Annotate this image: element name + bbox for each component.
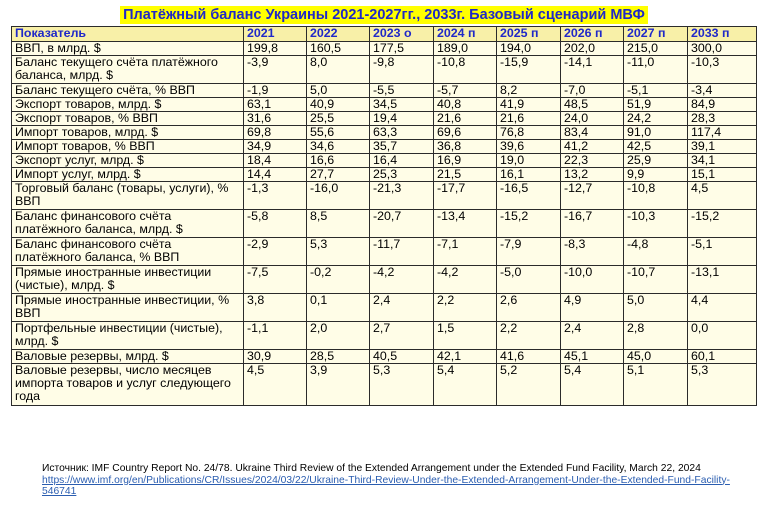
- row-label: Прямые иностранные инвестиции (чистые), млрд. $: [12, 266, 244, 294]
- table-cell: -15,2: [688, 210, 757, 238]
- table-cell: -1,1: [244, 322, 307, 350]
- table-cell: 19,0: [497, 154, 561, 168]
- table-row: [12, 140, 757, 154]
- column-header-year: 2022: [307, 27, 370, 42]
- table-cell: -13,1: [688, 266, 757, 294]
- table-cell: -10,3: [688, 56, 757, 84]
- table-cell: 76,8: [497, 126, 561, 140]
- table-cell: -10,3: [624, 210, 688, 238]
- table-cell: 36,8: [434, 140, 497, 154]
- table-cell: 5,4: [561, 364, 624, 406]
- table-cell: -15,9: [497, 56, 561, 84]
- table-cell: 45,1: [561, 350, 624, 364]
- table-cell: 1,5: [434, 322, 497, 350]
- table-cell: 189,0: [434, 42, 497, 56]
- table-cell: 69,6: [434, 126, 497, 140]
- table-cell: 48,5: [561, 98, 624, 112]
- table-cell: 21,6: [497, 112, 561, 126]
- table-row: [12, 84, 757, 98]
- row-label: Экспорт услуг, млрд. $: [12, 154, 244, 168]
- table-cell: 2,6: [497, 294, 561, 322]
- column-header-indicator: Показатель: [12, 27, 244, 42]
- row-label: ВВП, в млрд. $: [12, 42, 244, 56]
- table-cell: 300,0: [688, 42, 757, 56]
- table-cell: 2,7: [370, 322, 434, 350]
- table-cell: 25,3: [370, 168, 434, 182]
- table-cell: 25,9: [624, 154, 688, 168]
- balance-of-payments-table: [11, 26, 757, 406]
- row-label: Импорт товаров, млрд. $: [12, 126, 244, 140]
- table-cell: 14,4: [244, 168, 307, 182]
- table-row: [12, 98, 757, 112]
- table-cell: -0,2: [307, 266, 370, 294]
- table-cell: -3,4: [688, 84, 757, 98]
- table-cell: 40,8: [434, 98, 497, 112]
- table-cell: 4,9: [561, 294, 624, 322]
- table-cell: 199,8: [244, 42, 307, 56]
- table-cell: 202,0: [561, 42, 624, 56]
- table-cell: 21,5: [434, 168, 497, 182]
- table-cell: 15,1: [688, 168, 757, 182]
- table-cell: -5,5: [370, 84, 434, 98]
- table-cell: 5,0: [624, 294, 688, 322]
- table-cell: 9,9: [624, 168, 688, 182]
- table-cell: 39,6: [497, 140, 561, 154]
- table-cell: 4,5: [688, 182, 757, 210]
- table-cell: 5,3: [370, 364, 434, 406]
- table-cell: -7,5: [244, 266, 307, 294]
- table-row: [12, 364, 757, 406]
- table-cell: 2,4: [561, 322, 624, 350]
- table-row: [12, 238, 757, 266]
- table-cell: -7,0: [561, 84, 624, 98]
- column-header-year: 2033 п: [688, 27, 757, 42]
- table-body: [12, 42, 757, 406]
- row-label: Валовые резервы, число месяцев импорта товаров и услуг следующего года: [12, 364, 244, 406]
- table-cell: 16,6: [307, 154, 370, 168]
- row-label: Валовые резервы, млрд. $: [12, 350, 244, 364]
- table-cell: -12,7: [561, 182, 624, 210]
- table-cell: -10,7: [624, 266, 688, 294]
- table-cell: 41,2: [561, 140, 624, 154]
- table-cell: 4,5: [244, 364, 307, 406]
- table-cell: 5,3: [688, 364, 757, 406]
- row-label: Торговый баланс (товары, услуги), % ВВП: [12, 182, 244, 210]
- table-row: [12, 126, 757, 140]
- table-cell: 0,1: [307, 294, 370, 322]
- table-cell: 83,4: [561, 126, 624, 140]
- table-row: [12, 322, 757, 350]
- table-cell: 2,0: [307, 322, 370, 350]
- table-cell: 8,0: [307, 56, 370, 84]
- table-cell: 40,9: [307, 98, 370, 112]
- table-row: [12, 168, 757, 182]
- table-cell: -5,1: [624, 84, 688, 98]
- table-cell: -14,1: [561, 56, 624, 84]
- table-cell: 4,4: [688, 294, 757, 322]
- row-label: Баланс финансового счёта платёжного баланса, млрд. $: [12, 210, 244, 238]
- table-cell: 24,0: [561, 112, 624, 126]
- table-cell: 27,7: [307, 168, 370, 182]
- table-cell: -3,9: [244, 56, 307, 84]
- column-header-year: 2024 п: [434, 27, 497, 42]
- page-title: Платёжный баланс Украины 2021-2027гг., 2033г. Базовый сценарий МВФ: [120, 6, 648, 24]
- title-wrap: [0, 6, 768, 24]
- table-cell: 51,9: [624, 98, 688, 112]
- table-cell: 177,5: [370, 42, 434, 56]
- table-cell: 2,2: [434, 294, 497, 322]
- table-cell: 5,4: [434, 364, 497, 406]
- column-header-year: 2027 п: [624, 27, 688, 42]
- table-cell: 40,5: [370, 350, 434, 364]
- table-row: [12, 210, 757, 238]
- table-cell: 5,1: [624, 364, 688, 406]
- table-cell: -16,7: [561, 210, 624, 238]
- table-cell: 5,0: [307, 84, 370, 98]
- table-cell: -10,0: [561, 266, 624, 294]
- table-cell: 16,4: [370, 154, 434, 168]
- table-cell: 45,0: [624, 350, 688, 364]
- table-row: [12, 56, 757, 84]
- table-cell: -4,2: [370, 266, 434, 294]
- table-cell: -5,0: [497, 266, 561, 294]
- table-cell: -8,3: [561, 238, 624, 266]
- table-cell: -16,5: [497, 182, 561, 210]
- table-cell: -4,2: [434, 266, 497, 294]
- row-label: Импорт услуг, млрд. $: [12, 168, 244, 182]
- table-cell: 84,9: [688, 98, 757, 112]
- table-cell: -20,7: [370, 210, 434, 238]
- table-cell: -10,8: [624, 182, 688, 210]
- table-row: [12, 112, 757, 126]
- table-row: [12, 182, 757, 210]
- table-cell: -10,8: [434, 56, 497, 84]
- table-cell: 21,6: [434, 112, 497, 126]
- row-label: Экспорт товаров, % ВВП: [12, 112, 244, 126]
- table-cell: 215,0: [624, 42, 688, 56]
- table-cell: -17,7: [434, 182, 497, 210]
- table-cell: 91,0: [624, 126, 688, 140]
- table-cell: 31,6: [244, 112, 307, 126]
- table-cell: 2,4: [370, 294, 434, 322]
- table-cell: 30,9: [244, 350, 307, 364]
- column-header-year: 2026 п: [561, 27, 624, 42]
- table-cell: 69,8: [244, 126, 307, 140]
- source-note: [42, 463, 762, 498]
- row-label: Баланс текущего счёта, % ВВП: [12, 84, 244, 98]
- table-cell: -7,1: [434, 238, 497, 266]
- table-cell: 8,5: [307, 210, 370, 238]
- table-cell: -13,4: [434, 210, 497, 238]
- column-header-year: 2023 о: [370, 27, 434, 42]
- table-cell: 8,2: [497, 84, 561, 98]
- table-row: [12, 154, 757, 168]
- table-cell: 63,1: [244, 98, 307, 112]
- row-label: Экспорт товаров, млрд. $: [12, 98, 244, 112]
- table-row: [12, 350, 757, 364]
- table-cell: 117,4: [688, 126, 757, 140]
- table-cell: 5,2: [497, 364, 561, 406]
- table-cell: -16,0: [307, 182, 370, 210]
- table-cell: 34,5: [370, 98, 434, 112]
- row-label: Портфельные инвестиции (чистые), млрд. $: [12, 322, 244, 350]
- table-cell: 160,5: [307, 42, 370, 56]
- table-cell: 5,3: [307, 238, 370, 266]
- table-cell: 34,9: [244, 140, 307, 154]
- table-cell: -1,9: [244, 84, 307, 98]
- table-cell: 28,3: [688, 112, 757, 126]
- header-row: [12, 27, 757, 42]
- table-cell: 16,1: [497, 168, 561, 182]
- table-cell: 194,0: [497, 42, 561, 56]
- table-row: [12, 266, 757, 294]
- row-label: Прямые иностранные инвестиции, % ВВП: [12, 294, 244, 322]
- table-cell: 55,6: [307, 126, 370, 140]
- column-header-year: 2021: [244, 27, 307, 42]
- table-cell: 2,8: [624, 322, 688, 350]
- table-cell: -4,8: [624, 238, 688, 266]
- table-cell: -11,0: [624, 56, 688, 84]
- table-cell: 42,5: [624, 140, 688, 154]
- table-cell: 2,2: [497, 322, 561, 350]
- table-row: [12, 294, 757, 322]
- table-cell: 3,8: [244, 294, 307, 322]
- table-cell: -11,7: [370, 238, 434, 266]
- table-cell: 41,6: [497, 350, 561, 364]
- table-cell: 34,6: [307, 140, 370, 154]
- row-label: Импорт товаров, % ВВП: [12, 140, 244, 154]
- row-label: Баланс финансового счёта платёжного баланса, % ВВП: [12, 238, 244, 266]
- table-cell: -21,3: [370, 182, 434, 210]
- table-cell: 22,3: [561, 154, 624, 168]
- table-cell: -7,9: [497, 238, 561, 266]
- table-cell: 19,4: [370, 112, 434, 126]
- table-cell: 41,9: [497, 98, 561, 112]
- table-cell: -5,7: [434, 84, 497, 98]
- row-label: Баланс текущего счёта платёжного баланса, млрд. $: [12, 56, 244, 84]
- table-cell: -9,8: [370, 56, 434, 84]
- table-cell: 63,3: [370, 126, 434, 140]
- table-cell: 3,9: [307, 364, 370, 406]
- source-text: Источник: IMF Country Report No. 24/78. Ukraine Third Review of the Extended Arrangement under the Extended Fund Facility, March 22, 2024: [42, 463, 701, 474]
- table-cell: 42,1: [434, 350, 497, 364]
- table-cell: 28,5: [307, 350, 370, 364]
- table-cell: 39,1: [688, 140, 757, 154]
- table-cell: -1,3: [244, 182, 307, 210]
- table-cell: 16,9: [434, 154, 497, 168]
- table-cell: 35,7: [370, 140, 434, 154]
- column-header-year: 2025 п: [497, 27, 561, 42]
- table-row: [12, 42, 757, 56]
- table-cell: 34,1: [688, 154, 757, 168]
- table-cell: -15,2: [497, 210, 561, 238]
- table-cell: 25,5: [307, 112, 370, 126]
- table-cell: 13,2: [561, 168, 624, 182]
- table-cell: -5,8: [244, 210, 307, 238]
- table-cell: -2,9: [244, 238, 307, 266]
- table-cell: 0,0: [688, 322, 757, 350]
- table-cell: 24,2: [624, 112, 688, 126]
- table-cell: 18,4: [244, 154, 307, 168]
- table-cell: -5,1: [688, 238, 757, 266]
- table-cell: 60,1: [688, 350, 757, 364]
- source-link[interactable]: https://www.imf.org/en/Publications/CR/Issues/2024/03/22/Ukraine-Third-Review-Under-the-Extended-Arrangement-Under-the-Extended-Fund-Facility-546741: [42, 474, 730, 497]
